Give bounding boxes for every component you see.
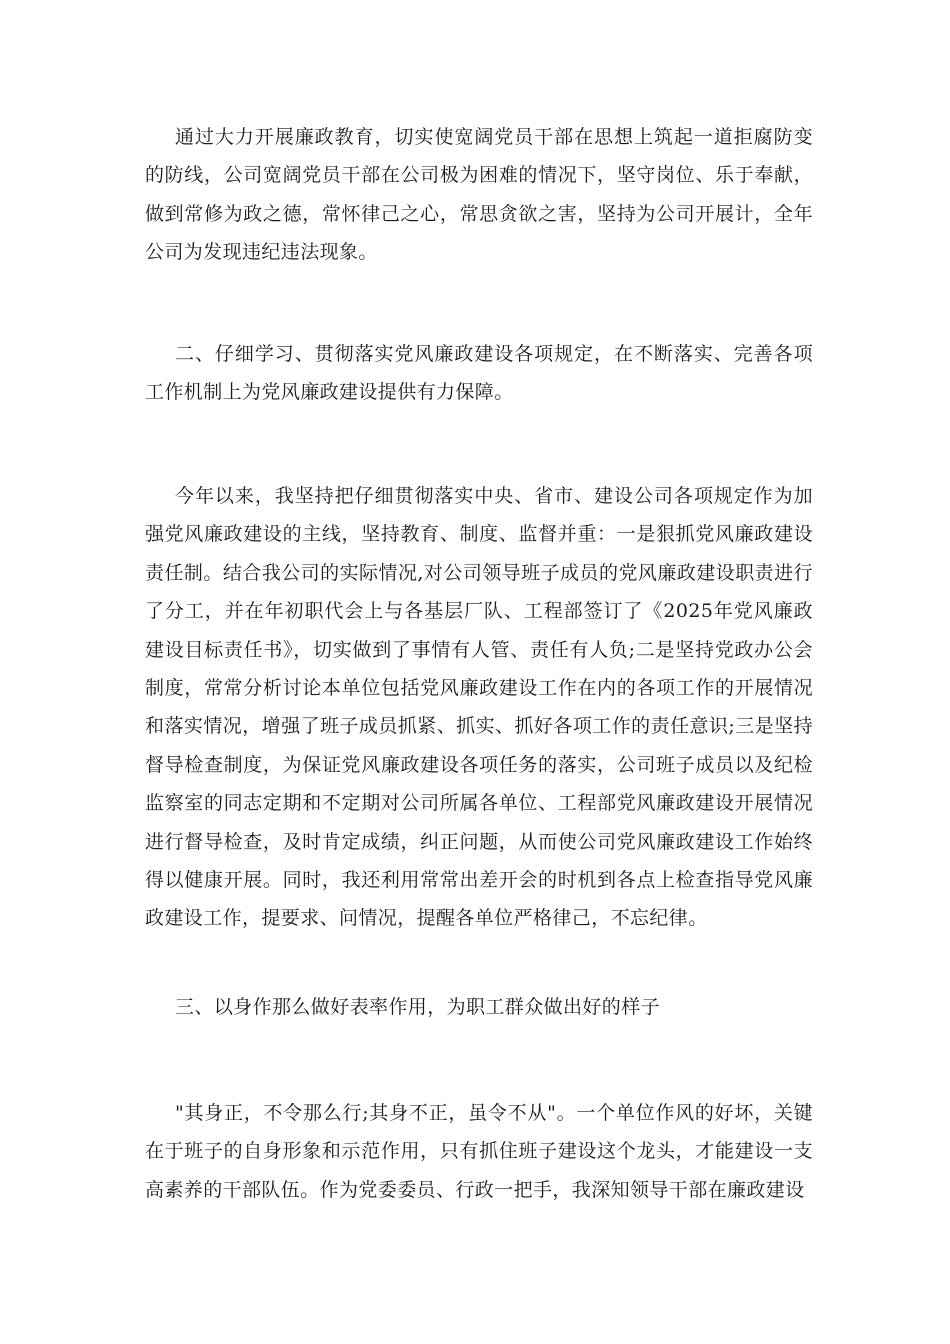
paragraph-anticorruption-education: 通过大力开展廉政教育，切实使宽阔党员干部在思想上筑起一道拒腐防变的防线，公司宽阔党员干部在公司极为困难的情况下，坚守岗位、乐于奉献，做到常修为政之德，常怀律己之心，常思贪欲之害，坚持为公司开展计，全年公司为发现违纪违法现象。 — [145, 126, 813, 264]
paragraph-leading-by-example: "其身正，不令那么行;其身不正，虽令不从"。一个单位作风的好坏，关键在于班子的自身形象和示范作用，只有抓住班子建设这个龙头，才能建设一支高素养的干部队伍。作为党委委员、行政一把手，我深知领导干部在廉政建设 — [145, 1102, 813, 1201]
paragraph-implementation: 今年以来，我坚持把仔细贯彻落实中央、省市、建设公司各项规定作为加强党风廉政建设的主线，坚持教育、制度、监督并重：一是狠抓党风廉政建设责任制。结合我公司的实际情况,对公司领导班子成员的党风廉政建设职责进行了分工，并在年初职代会上与各基层厂队、工程部签订了《2025年党风廉政建设目标责任书》，切实做到了事情有人管、责任有人负;二是坚持党政办公会制度，常常分析讨论本单位包括党风廉政建设工作在内的各项工作的开展情况和落实情况，增强了班子成员抓紧、抓实、抓好各项工作的责任意识;三是坚持督导检查制度，为保证党风廉政建设各项任务的落实，公司班子成员以及纪检监察室的同志定期和不定期对公司所属各单位、工程部党风廉政建设开展情况进行督导检查，及时肯定成绩，纠正问题，从而使公司党风廉政建设工作始终得以健康开展。同时，我还利用常常出差开会的时机到各点上检查指导党风廉政建设工作，提要求、问情况，提醒各单位严格律己，不忘纪律。 — [145, 485, 813, 930]
section-heading-three: 三、以身作那么做好表率作用，为职工群众做出好的样子 — [175, 996, 661, 1018]
section-heading-two: 二、仔细学习、贯彻落实党风廉政建设各项规定，在不断落实、完善各项工作机制上为党风廉政建设提供有力保障。 — [145, 343, 813, 404]
